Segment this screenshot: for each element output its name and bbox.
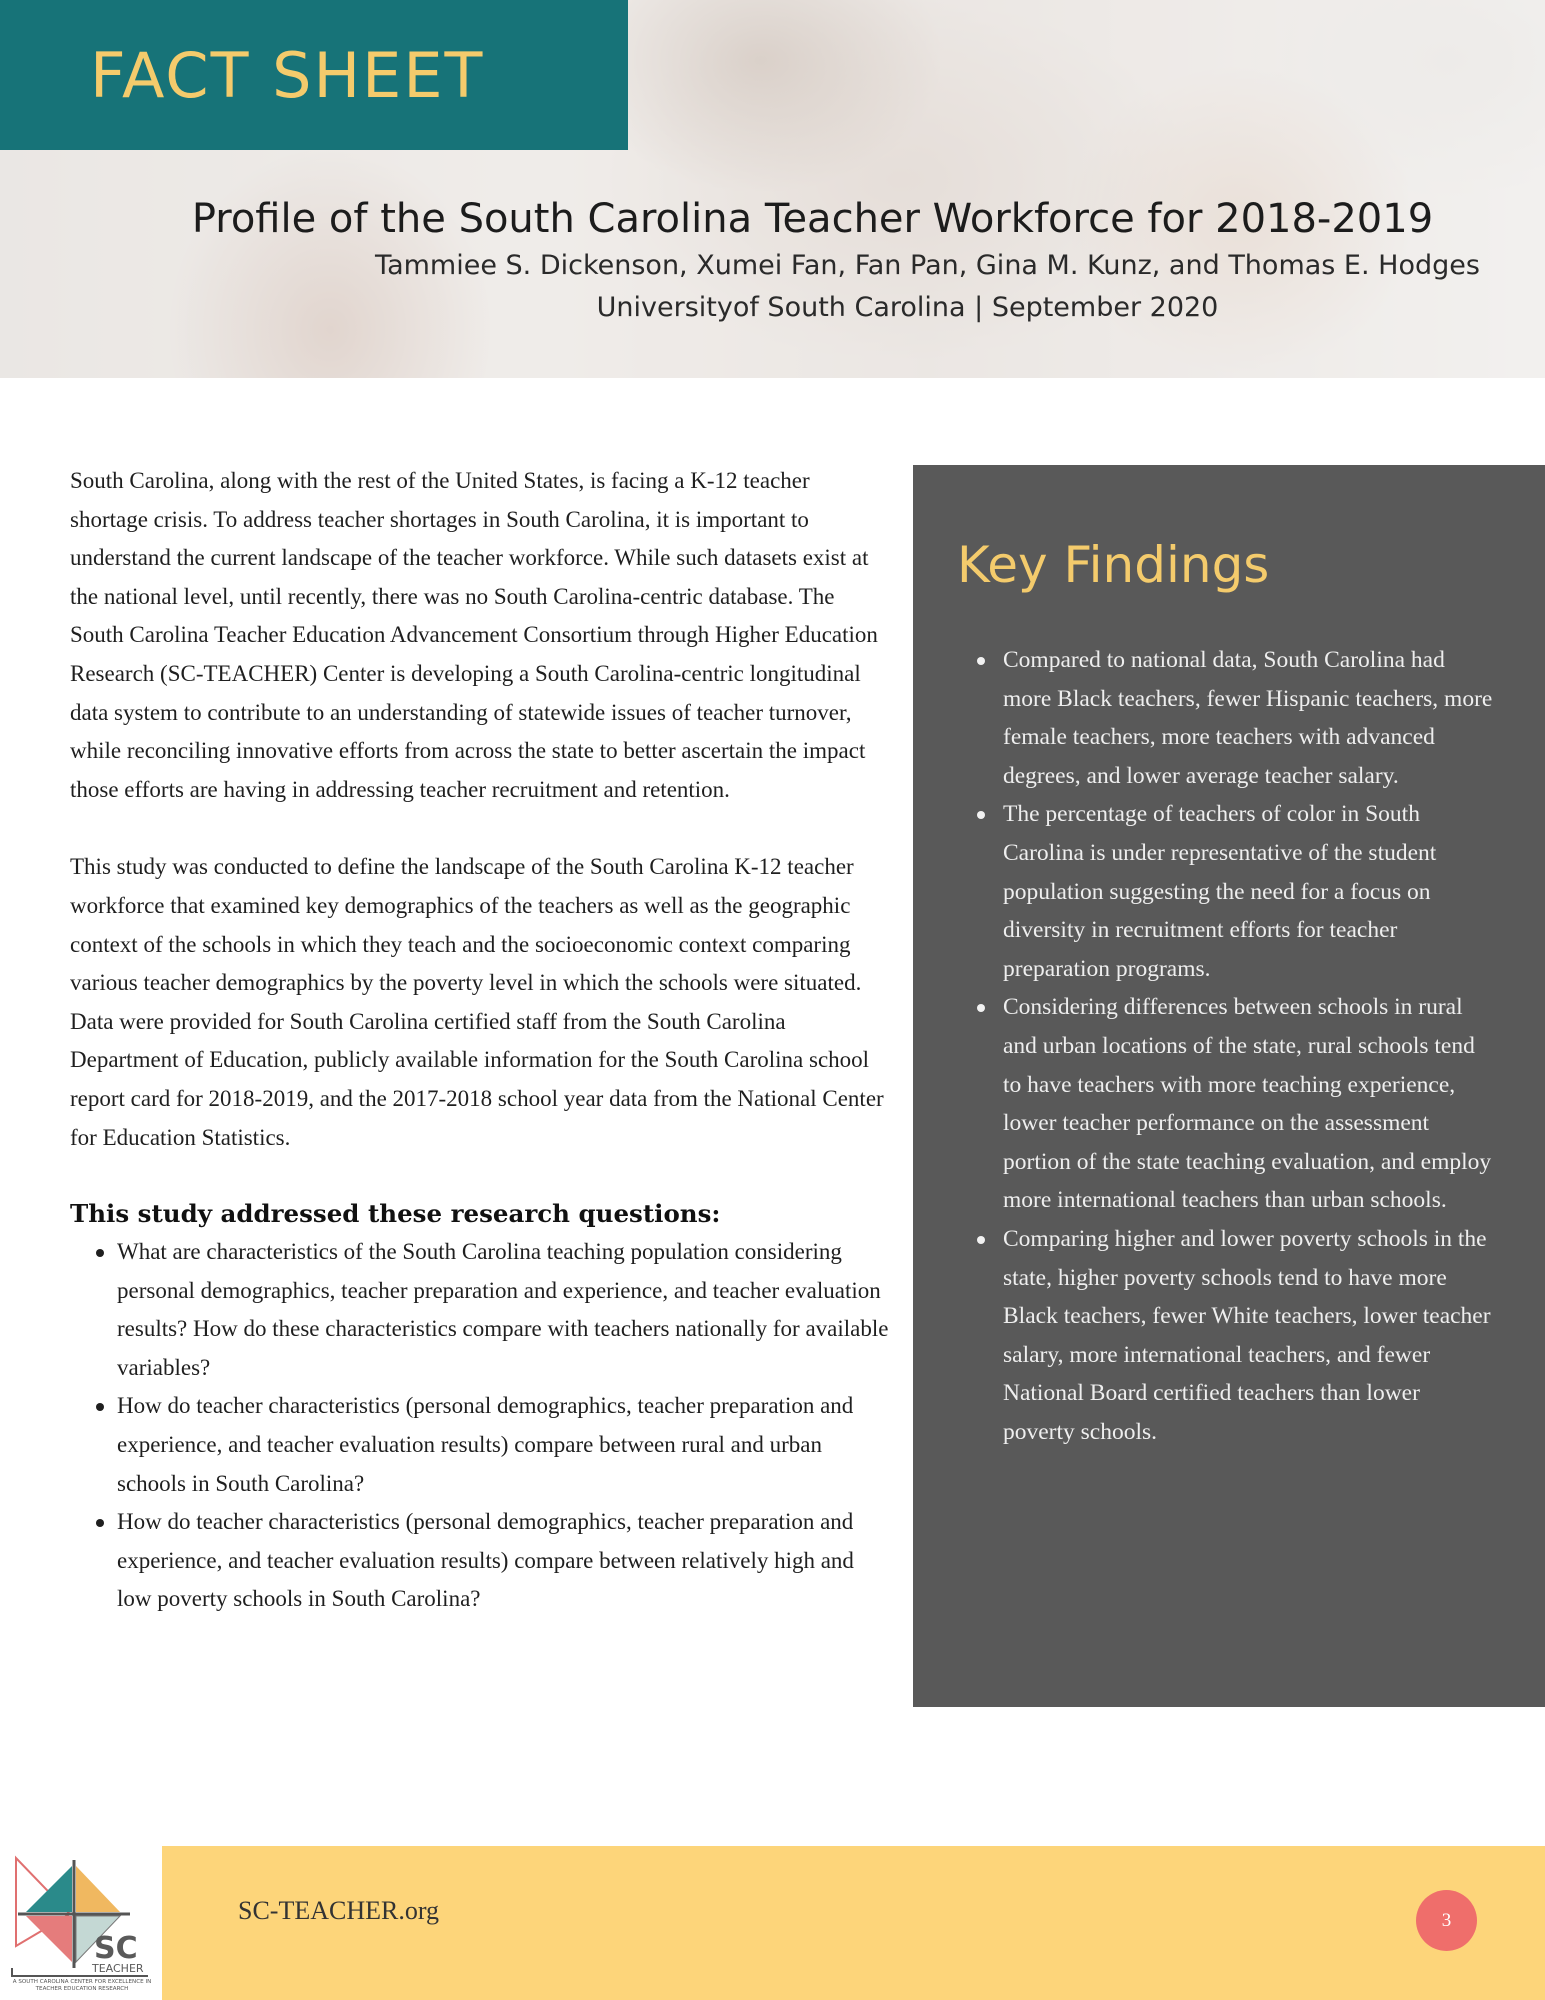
- page-number-badge: 3: [1416, 1890, 1477, 1951]
- document-affiliation-date: Universityof South Carolina | September 2020: [596, 292, 1219, 323]
- key-findings-list: [957, 641, 1495, 1451]
- list-item: The percentage of teachers of color in South Carolina is under representative of the student population suggesting the need for a focus on diversity in recruitment efforts for teacher preparation programs.: [957, 795, 1495, 988]
- logo-teacher-text: TEACHER: [92, 1962, 144, 1975]
- document-title: Profile of the South Carolina Teacher Workforce for 2018-2019: [191, 196, 1434, 242]
- research-questions-list: [70, 1233, 890, 1619]
- intro-paragraph: South Carolina, along with the rest of the United States, is facing a K-12 teacher shortage crisis. To address teacher shortages in South Carolina, it is important to understand the current landscape of the teacher workforce. While such datasets exist at the national level, until recently, there was no South Carolina-centric database. The South Carolina Teacher Education Advancement Consortium through Higher Education Research (SC-TEACHER) Center is developing a South Carolina-centric longitudinal data system to contribute to an understanding of statewide issues of teacher turnover, while reconciling innovative efforts from across the state to better ascertain the impact those efforts are having in addressing teacher recruitment and retention.: [70, 468, 878, 802]
- fact-sheet-label: FACT SHEET: [90, 38, 485, 112]
- key-findings-panel: [913, 465, 1545, 1707]
- list-item: How do teacher characteristics (personal demographics, teacher preparation and experience, and teacher evaluation results) compare between rural and urban schools in South Carolina?: [70, 1387, 890, 1503]
- study-paragraph: This study was conducted to define the landscape of the South Carolina K-12 teacher workforce that examined key demographics of the teachers as well as the geographic context of the schools in which they teach and the socioeconomic context comparing various teacher demographics by the poverty level in which the schools were situated. Data were provided for South Carolina certified staff from the South Carolina Department of Education, publicly available information for the South Carolina school report card for 2018-2019, and the 2017-2018 school year data from the National Center for Education Statistics.: [70, 854, 884, 1150]
- key-findings-title: Key Findings: [957, 536, 1270, 594]
- document-authors: Tammiee S. Dickenson, Xumei Fan, Fan Pan, Gina M. Kunz, and Thomas E. Hodges: [375, 250, 1480, 281]
- list-item: Considering differences between schools in rural and urban locations of the state, rural schools tend to have teachers with more teaching experience, lower teacher performance on the assessment portion of the state teaching evaluation, and employ more international teachers than urban schools.: [957, 988, 1495, 1220]
- list-item: Compared to national data, South Carolina had more Black teachers, fewer Hispanic teachers, more female teachers, more teachers with advanced degrees, and lower average teacher salary.: [957, 641, 1495, 795]
- sc-teacher-logo-mark-icon: [8, 1854, 154, 1980]
- research-questions-heading: This study addressed these research questions:: [70, 1199, 721, 1229]
- logo-tagline: A SOUTH CAROLINA CENTER FOR EXCELLENCE IN TEACHER EDUCATION RESEARCH: [12, 1979, 152, 1992]
- sc-teacher-logo: [0, 1846, 162, 2000]
- logo-sc-text: SC: [94, 1931, 138, 1966]
- footer-bar: [0, 1846, 1545, 2000]
- list-item: How do teacher characteristics (personal demographics, teacher preparation and experience, and teacher evaluation results) compare between relatively high and low poverty schools in South Carolina?: [70, 1503, 890, 1619]
- fact-sheet-badge: [0, 0, 628, 150]
- list-item: Comparing higher and lower poverty schools in the state, higher poverty schools tend to have more Black teachers, fewer White teachers, lower teacher salary, more international teachers, and fewer National Board certified teachers than lower poverty schools.: [957, 1220, 1495, 1452]
- main-content: [70, 462, 890, 1619]
- list-item: What are characteristics of the South Carolina teaching population considering personal demographics, teacher preparation and experience, and teacher evaluation results? How do these characteristics compare with teachers nationally for available variables?: [70, 1233, 890, 1387]
- header-banner: [0, 0, 1545, 378]
- footer-website: SC-TEACHER.org: [238, 1896, 440, 1925]
